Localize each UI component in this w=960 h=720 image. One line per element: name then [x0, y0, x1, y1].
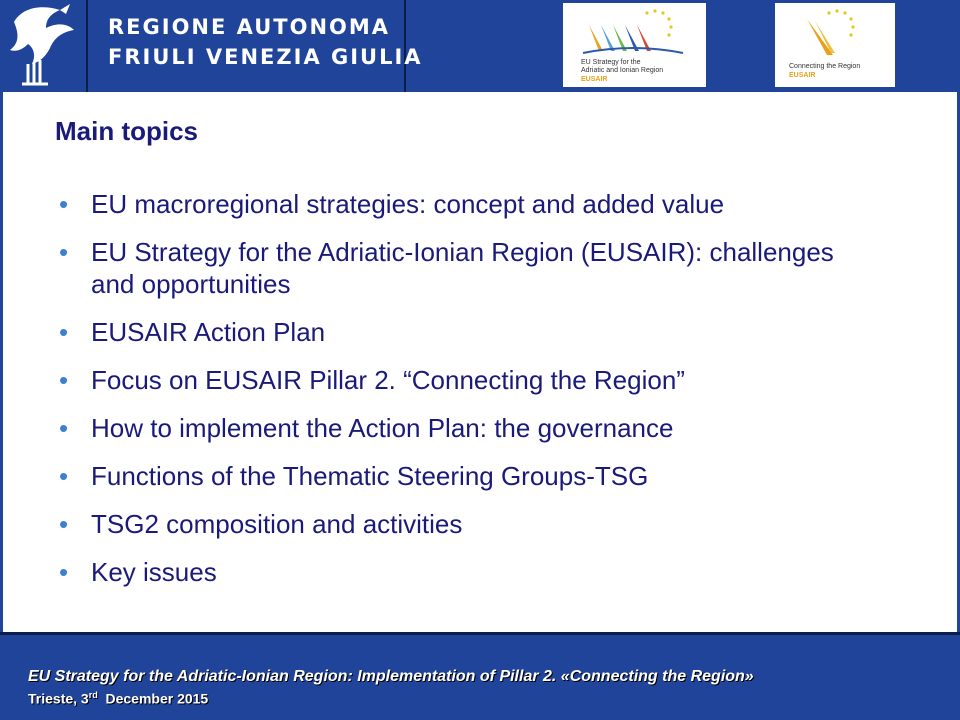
eagle-icon	[0, 0, 86, 92]
eusair-sails-icon	[563, 3, 706, 59]
topic-text: Functions of the Thematic Steering Groups-TSG	[91, 461, 649, 491]
page-title: Main topics	[55, 116, 199, 146]
bullet-icon: •	[59, 509, 69, 539]
region-emblem	[0, 0, 88, 92]
bullet-icon: •	[59, 317, 69, 347]
footer-date	[28, 690, 208, 707]
logo1-caption-line1: EU Strategy for the	[581, 59, 641, 66]
footer-title: EU Strategy for the Adriatic-Ionian Region: Implementation of Pillar 2. «Connecting the Region»	[28, 668, 754, 685]
region-title	[88, 0, 423, 92]
logo2-caption: Connecting the Region	[789, 63, 861, 70]
list-item	[55, 236, 855, 300]
connecting-region-logo	[775, 3, 895, 87]
logo1-brand: EUSAIR	[581, 76, 608, 83]
topic-list	[55, 188, 855, 588]
topic-text: Focus on EUSAIR Pillar 2. “Connecting the Region”	[91, 365, 685, 395]
topic-text: How to implement the Action Plan: the governance	[91, 413, 674, 443]
topic-text: Key issues	[91, 557, 217, 587]
list-item	[55, 460, 855, 492]
logo1-caption-line2: Adriatic and Ionian Region	[581, 67, 664, 74]
region-name-line1: REGIONE AUTONOMA	[108, 15, 391, 39]
footer-date-suffix: rd	[88, 690, 98, 700]
bullet-icon: •	[59, 461, 69, 491]
list-item	[55, 316, 855, 348]
list-item	[55, 364, 855, 396]
connecting-sail-icon	[775, 3, 895, 61]
logo2-brand: EUSAIR	[789, 72, 816, 79]
bullet-icon: •	[59, 413, 69, 443]
bullet-icon: •	[59, 237, 69, 267]
region-name-line2: FRIULI VENEZIA GIULIA	[108, 45, 423, 69]
footer-location: Trieste, 3	[28, 690, 89, 707]
topic-text: EU Strategy for the Adriatic-Ionian Region (EUSAIR): challenges and opportunities	[91, 237, 834, 299]
list-item	[55, 508, 855, 540]
bullet-icon: •	[59, 189, 69, 219]
eusair-strategy-logo	[563, 3, 706, 87]
header-bar	[0, 0, 960, 92]
bullet-icon: •	[59, 557, 69, 587]
topic-text: TSG2 composition and activities	[91, 509, 463, 539]
list-item	[55, 412, 855, 444]
footer-bar	[0, 632, 960, 720]
footer-date-rest: December 2015	[97, 690, 209, 707]
list-item	[55, 188, 855, 220]
topic-text: EUSAIR Action Plan	[91, 317, 326, 347]
bullet-icon: •	[59, 365, 69, 395]
slide-content	[0, 92, 960, 632]
topic-text: EU macroregional strategies: concept and added value	[91, 189, 725, 219]
list-item	[55, 556, 855, 588]
